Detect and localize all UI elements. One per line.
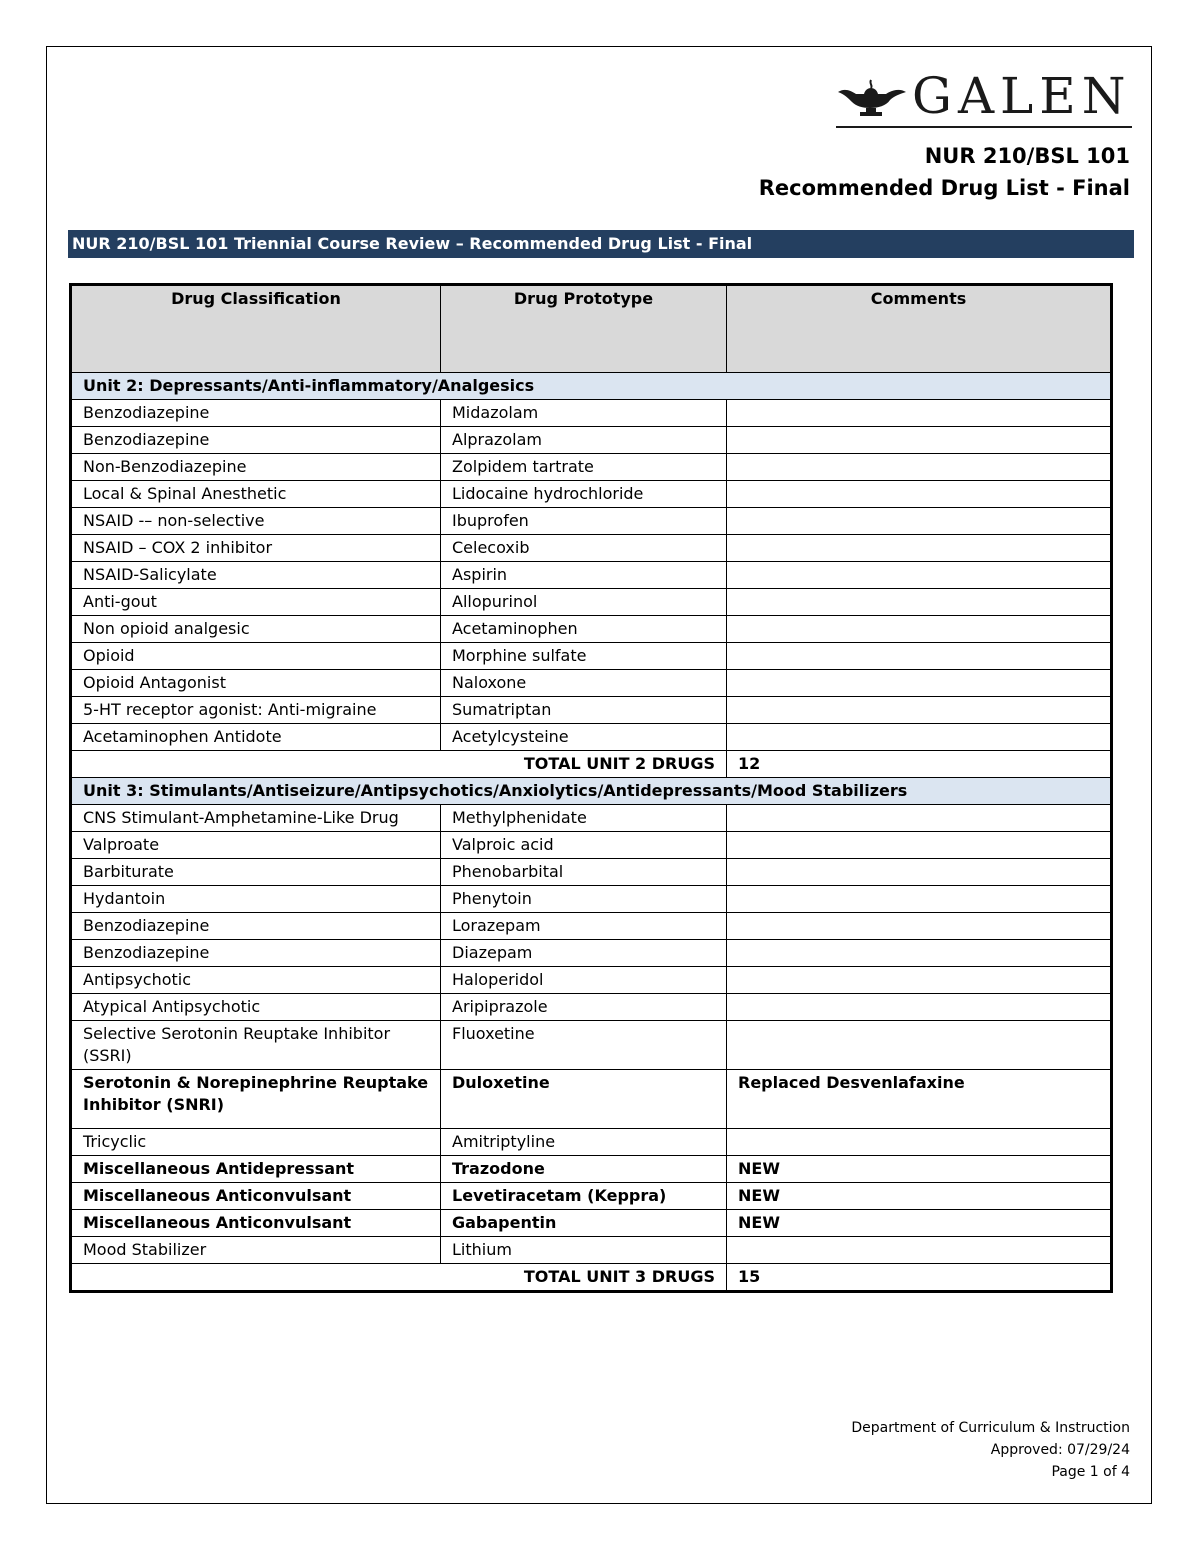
table-row <box>71 1070 1112 1129</box>
comment-cell <box>727 454 1112 481</box>
unit-total-label: TOTAL UNIT 3 DRUGS <box>71 1264 727 1292</box>
drug-classification-cell: 5-HT receptor agonist: Anti-migraine <box>71 697 441 724</box>
drug-classification-cell: NSAID – COX 2 inhibitor <box>71 535 441 562</box>
unit-total-row <box>71 751 1112 778</box>
drug-classification-cell: Serotonin & Norepinephrine Reuptake Inhibitor (SNRI) <box>71 1070 441 1129</box>
drug-prototype-cell: Sumatriptan <box>441 697 727 724</box>
comment-cell <box>727 535 1112 562</box>
section-banner: NUR 210/BSL 101 Triennial Course Review – Recommended Drug List - Final <box>68 230 1134 258</box>
comment-cell <box>727 1237 1112 1264</box>
comment-cell <box>727 643 1112 670</box>
table-row <box>71 1183 1112 1210</box>
drug-classification-cell: Tricyclic <box>71 1129 441 1156</box>
oil-lamp-icon <box>836 78 908 118</box>
document-title: Recommended Drug List - Final <box>758 176 1130 200</box>
drug-classification-cell: Benzodiazepine <box>71 427 441 454</box>
drug-classification-cell: Benzodiazepine <box>71 940 441 967</box>
comment-cell <box>727 913 1112 940</box>
drug-classification-cell: Non-Benzodiazepine <box>71 454 441 481</box>
drug-prototype-cell: Diazepam <box>441 940 727 967</box>
drug-classification-cell: Hydantoin <box>71 886 441 913</box>
comment-cell <box>727 562 1112 589</box>
drug-classification-cell: Benzodiazepine <box>71 400 441 427</box>
drug-classification-cell: Barbiturate <box>71 859 441 886</box>
drug-prototype-cell: Trazodone <box>441 1156 727 1183</box>
drug-prototype-cell: Zolpidem tartrate <box>441 454 727 481</box>
drug-classification-cell: Local & Spinal Anesthetic <box>71 481 441 508</box>
drug-prototype-cell: Lorazepam <box>441 913 727 940</box>
table-row <box>71 1129 1112 1156</box>
table-row <box>71 697 1112 724</box>
drug-prototype-cell: Ibuprofen <box>441 508 727 535</box>
table-row <box>71 427 1112 454</box>
comment-cell <box>727 805 1112 832</box>
footer-approved: Approved: 07/29/24 <box>990 1442 1130 1458</box>
table-row <box>71 940 1112 967</box>
drug-classification-cell: Opioid <box>71 643 441 670</box>
footer <box>851 1417 1130 1483</box>
table-row <box>71 643 1112 670</box>
comment-cell <box>727 508 1112 535</box>
comment-cell: NEW <box>727 1183 1112 1210</box>
comment-cell <box>727 670 1112 697</box>
drug-prototype-cell: Phenytoin <box>441 886 727 913</box>
table-header-row <box>71 285 1112 373</box>
drug-prototype-cell: Fluoxetine <box>441 1021 727 1070</box>
drug-prototype-cell: Lidocaine hydrochloride <box>441 481 727 508</box>
drug-classification-cell: NSAID-Salicylate <box>71 562 441 589</box>
table-row <box>71 616 1112 643</box>
unit-section-title: Unit 2: Depressants/Anti-inflammatory/Analgesics <box>71 373 1112 400</box>
drug-classification-cell: Anti-gout <box>71 589 441 616</box>
drug-prototype-cell: Levetiracetam (Keppra) <box>441 1183 727 1210</box>
drug-classification-cell: CNS Stimulant-Amphetamine-Like Drug <box>71 805 441 832</box>
table-row <box>71 1210 1112 1237</box>
unit-total-value: 15 <box>727 1264 1112 1292</box>
drug-prototype-cell: Alprazolam <box>441 427 727 454</box>
table-row <box>71 1156 1112 1183</box>
table-row <box>71 1021 1112 1070</box>
comment-cell <box>727 481 1112 508</box>
unit-section-row <box>71 778 1112 805</box>
drug-classification-cell: Miscellaneous Anticonvulsant <box>71 1210 441 1237</box>
table-row <box>71 562 1112 589</box>
drug-classification-cell: Valproate <box>71 832 441 859</box>
drug-classification-cell: Antipsychotic <box>71 967 441 994</box>
column-header: Drug Prototype <box>441 285 727 373</box>
drug-prototype-cell: Phenobarbital <box>441 859 727 886</box>
unit-section-title: Unit 3: Stimulants/Antiseizure/Antipsychotics/Anxiolytics/Antidepressants/Mood Stabilizers <box>71 778 1112 805</box>
drug-prototype-cell: Morphine sulfate <box>441 643 727 670</box>
drug-prototype-cell: Valproic acid <box>441 832 727 859</box>
table-row <box>71 589 1112 616</box>
drug-prototype-cell: Gabapentin <box>441 1210 727 1237</box>
comment-cell <box>727 1129 1112 1156</box>
table-row <box>71 805 1112 832</box>
comment-cell <box>727 967 1112 994</box>
drug-prototype-cell: Duloxetine <box>441 1070 727 1129</box>
comment-cell <box>727 697 1112 724</box>
table-row <box>71 913 1112 940</box>
footer-page-number: Page 1 of 4 <box>1051 1464 1130 1480</box>
drug-prototype-cell: Celecoxib <box>441 535 727 562</box>
comment-cell: NEW <box>727 1210 1112 1237</box>
drug-prototype-cell: Methylphenidate <box>441 805 727 832</box>
comment-cell <box>727 1021 1112 1070</box>
drug-classification-cell: Mood Stabilizer <box>71 1237 441 1264</box>
comment-cell <box>727 427 1112 454</box>
course-title: NUR 210/BSL 101 <box>924 144 1130 168</box>
unit-total-value: 12 <box>727 751 1112 778</box>
drug-classification-cell: NSAID -– non-selective <box>71 508 441 535</box>
table-row <box>71 832 1112 859</box>
comment-cell <box>727 940 1112 967</box>
column-header: Comments <box>727 285 1112 373</box>
drug-classification-cell: Atypical Antipsychotic <box>71 994 441 1021</box>
column-header: Drug Classification <box>71 285 441 373</box>
drug-table <box>69 283 1113 1293</box>
table-row <box>71 481 1112 508</box>
unit-total-label: TOTAL UNIT 2 DRUGS <box>71 751 727 778</box>
comment-cell <box>727 832 1112 859</box>
table-row <box>71 1237 1112 1264</box>
drug-prototype-cell: Amitriptyline <box>441 1129 727 1156</box>
comment-cell <box>727 616 1112 643</box>
drug-classification-cell: Miscellaneous Anticonvulsant <box>71 1183 441 1210</box>
drug-prototype-cell: Lithium <box>441 1237 727 1264</box>
drug-prototype-cell: Acetaminophen <box>441 616 727 643</box>
drug-prototype-cell: Aspirin <box>441 562 727 589</box>
comment-cell <box>727 400 1112 427</box>
comment-cell <box>727 994 1112 1021</box>
drug-classification-cell: Benzodiazepine <box>71 913 441 940</box>
logo-text: GALEN <box>912 67 1132 125</box>
unit-section-row <box>71 373 1112 400</box>
table-row <box>71 670 1112 697</box>
comment-cell: Replaced Desvenlafaxine <box>727 1070 1112 1129</box>
table-row <box>71 859 1112 886</box>
galen-logo <box>836 67 1132 130</box>
unit-total-row <box>71 1264 1112 1292</box>
comment-cell <box>727 724 1112 751</box>
drug-classification-cell: Miscellaneous Antidepressant <box>71 1156 441 1183</box>
drug-classification-cell: Non opioid analgesic <box>71 616 441 643</box>
table-row <box>71 454 1112 481</box>
drug-prototype-cell: Naloxone <box>441 670 727 697</box>
table-row <box>71 400 1112 427</box>
drug-classification-cell: Opioid Antagonist <box>71 670 441 697</box>
logo-rule <box>836 126 1132 128</box>
drug-classification-cell: Acetaminophen Antidote <box>71 724 441 751</box>
table-row <box>71 508 1112 535</box>
drug-prototype-cell: Haloperidol <box>441 967 727 994</box>
drug-prototype-cell: Aripiprazole <box>441 994 727 1021</box>
comment-cell <box>727 859 1112 886</box>
footer-department: Department of Curriculum & Instruction <box>851 1420 1130 1436</box>
table-row <box>71 724 1112 751</box>
comment-cell: NEW <box>727 1156 1112 1183</box>
table-row <box>71 535 1112 562</box>
drug-prototype-cell: Acetylcysteine <box>441 724 727 751</box>
table-row <box>71 886 1112 913</box>
drug-prototype-cell: Allopurinol <box>441 589 727 616</box>
comment-cell <box>727 589 1112 616</box>
comment-cell <box>727 886 1112 913</box>
table-row <box>71 967 1112 994</box>
table-row <box>71 994 1112 1021</box>
table-body <box>71 373 1112 1292</box>
drug-classification-cell: Selective Serotonin Reuptake Inhibitor (SSRI) <box>71 1021 441 1070</box>
drug-prototype-cell: Midazolam <box>441 400 727 427</box>
